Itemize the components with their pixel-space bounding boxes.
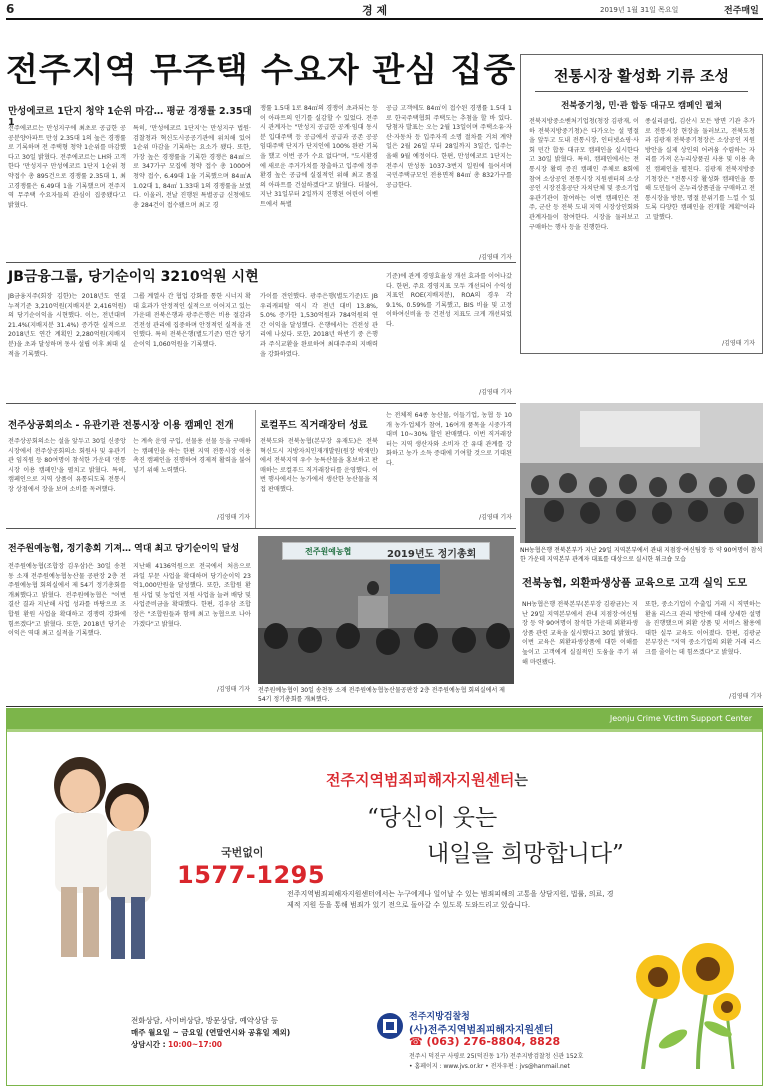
market-byline: /김영태 기자: [722, 340, 755, 347]
coop-headline: 전주원예농협, 정기총회 기져… 역대 최고 당기순이익 달성: [8, 544, 240, 554]
nh-col-2: 또한, 중소기업이 수출입 거래 시 직면하는 환율 리스크 관리 방안에 대해 상세한 설명을 진행했으며 외환 상품 및 서비스 활용에 대한 실무 교육도 이어졌다. 한편, 김광균 본부장은 "지역 중소기업의 외환 거래 리스크를 줄이는 데 힘쓰겠다"고 밝혔다.: [645, 601, 761, 656]
lead-headline: 전주지역 무주택 수요자 관심 집중: [6, 50, 517, 89]
lead-col-1: 전주에코르는 만성지구에 최초로 공급한 공공분양아파트 만성 2.35대 1의 높은 경쟁률로 기록하며 전 주택형 청약 1순위를 마감했다고 30일 밝혔다. 전주에코르는 LH와 고객한다 '만성지구 만성에코르 1단지 1순위 청약접수 총 895건으로 경쟁률 2.35대 1, 최고경쟁률은 6.49대 1을 기록했으며 전주지역 무주택 수요자들의 관심이 집중됐다'고 밝혔다.: [8, 125, 126, 209]
jb-col-1: JB금융지주(회장 김한)는 2018년도 연결 누적기준 3,210억원(지배지분 2,416억원)의 당기순이익을 시현했다. 이는, 전년대비 21.4%(지배지분 31.4%) 증가한 실적으로 2018년도 연간 계획인 2,280억원(지배지분)을 초과 달성하며 동사 설립 이후 최대 실적을 기록했다.: [8, 293, 126, 358]
ad-slogan-line-1: “당신이 웃는: [367, 805, 498, 831]
coop-col-2: 지난해 4136억원으로 전국에서 처음으로 과일 부문 사업을 확대하며 당기순이익 23억1,000만원을 달성했다. 또한, 조합원 환원 사업 및 농업인 지원 사업을 늘려 배당 및 사업준비금을 확대했다. 한편, 김우삼 조합장은 "조합원들과 함께 최고 농협으로 나아가겠다"고 밝혔다.: [133, 563, 251, 628]
market-subhead: 전북중기청, 민·관 합동 대규모 캠페인 펼쳐: [561, 101, 722, 111]
workshop-photo-caption: NH농협은행 전북본부가 지난 29일 지역본부에서 관내 지점장·여신팀장 등 약 90여명이 참석한 가운데 지역본부 관계자 대표를 대상으로 실시한 워크숍 모습: [520, 547, 763, 563]
masthead-rule: [6, 18, 763, 20]
sunflower-illustration: [603, 929, 753, 1069]
jb-headline: JB금융그룹, 당기순이익 3210억원 시현: [8, 269, 259, 285]
assembly-photo-illustration: [258, 536, 514, 684]
assembly-banner-title: 2019년도 정기총회: [387, 549, 477, 560]
ad-address: 전주시 덕진구 사평로 25(덕진동 1가) 전주지방검찰청 신관 152호: [409, 1053, 584, 1060]
nh-col-1: NH농협은행 전북본부(본부장 김광균)는 지난 29일 지역본부에서 관내 지점장·여신팀장 등 약 90여명이 참석한 가운데 외환파생상품 관련 교육을 실시했다고 30일 밝혔다. 이번 교육은 외환파생상품에 대한 이해를 높이고 고객에게 실질적인 도움을 주기 위해 마련됐다.: [522, 601, 638, 666]
chamber-headline: 전주상공회의소 - 유관기관 전통시장 이용 캠페인 전개: [8, 420, 234, 431]
workshop-photo-illustration: [520, 403, 763, 543]
paper-name: 전주매일: [724, 6, 759, 16]
rocket-byline: /김영태 기자: [479, 514, 512, 521]
coop-byline: /김영태 기자: [217, 686, 250, 693]
lead-byline: /김영태 기자: [479, 254, 512, 261]
nh-headline: 전북농협, 외환파생상품 교육으로 고객 실익 도모: [522, 577, 748, 589]
ad-center-suffix: 는: [514, 773, 528, 789]
section-name: 경 제: [362, 4, 388, 17]
chamber-col-1: 전주상공회의소는 설을 앞두고 30일 신중앙시장에서 전주상공회의소 회원사 및 유관기관 임직원 등 80여명이 참석한 가운데 '전통시장 이용 캠페인'을 펼치고 밝혔다. 특히, 캠페인으로 지역 상품이 유통되도록 전통시장 상점에서 장을 보며 소비를 독려했다.: [8, 438, 126, 493]
jb-col-2: 그룹 계열사 간 협업 강화를 통한 시너지 확대 효과가 안정적인 실적으로 이어지고 있는 가운데 전북은행과 광주은행은 비용 절감과 건전성 관리에 집중하며 안정적인 실적을 견인했다. 특히 전북은행(별도기준) 연간 당기순이익 1,060억원을 기록했다.: [133, 293, 251, 348]
page-number: 6: [6, 2, 15, 16]
coop-col-1: 전주원예농협(조합장 김우삼)은 30일 송천동 소재 전주원예농협농산물 공판장 2층 전주원예농협 회의실에서 제 54기 정기총회를 개최했다고 밝혔다. 전주원예농협은 "이번 결산 결과 지난해 사업 성과를 바탕으로 조합원 환원 사업을 확대하고 경쟁력 강화에 힘쓰겠다"고 밝혔다. 또한, 2018년 당기순이익은 역대 최고 실적을 기록했다.: [8, 563, 126, 638]
ad-org-line-2: (사)전주지역범죄피해자지원센터: [409, 1025, 554, 1036]
lead-col-2: 특히, '만성에코르 1단지'는 만성지구 법원·검찰청과 혁신도시공공기관에 위치해 있어 1순위 마감을 기록하는 요소가 됐다. 또한, 가장 높은 경쟁률을 기록한 경쟁은 84㎡으로 347가구 모집에 청약 접수 총 1000여 청약 접수, 6.49대 1을 기록했으며 84㎡A 1.02대 1, 84㎡ 1.33대 1의 경쟁률을 보였다. 이울러, 전날 진행된 특별공급 신청에도 총 284건이 접수됐으며 최고 경: [133, 125, 251, 209]
market-col-1: 전북지방중소벤처기업청(청장 김광재, 이하 전북지방중기청)은 다가오는 설 명절을 앞두고 도내 전통시장, 인터넷쇼핑·사회 민간 합동 대규모 캠페인을 실시한다고 30일 밝혔다. 특히, 캠페인에서는 전통시장 활력 증진 캠페인 주체로 8회에 참여 소상공인 전통시장 지원센터의 소상공인 시장진흥공단 자치단체 및 중소기업유관기관이 참여하는 이번 캠페인은 전주, 군산 등 전북 도내 지역 시장상인회와 관계자들이 참여한다. 시장을 둘러보고 구매하는 행사 등을 진행한다.: [529, 118, 639, 231]
service-hours: 매주 월요일 ~ 금요일 (연말연시와 공휴일 제외): [131, 1028, 291, 1037]
hotline-label: 국번없이: [221, 846, 264, 859]
ad-header-en: Jeonju Crime Victim Support Center: [609, 714, 752, 723]
assembly-photo: [258, 536, 514, 684]
ad-description: 전주지역범죄피해자지원센터에서는 누구에게나 일어날 수 있는 범죄피해의 고통을 상담지원, 법률, 의료, 경제적 지원 등을 통해 범죄가 있기 전으로 돌아갈 수 있도록 도와드리고 있습니다.: [287, 890, 614, 909]
ad-org-line-1: 전주지방검찰청: [409, 1012, 470, 1022]
chamber-byline: /김영태 기자: [217, 514, 250, 521]
workshop-photo: [520, 403, 763, 543]
lead-subhead: 만성에코르 1단지 청약 1순위 마감… 평균 경쟁률 2.35대 1: [8, 106, 252, 128]
market-col-2: 종실리클럽, 김산시 모든 방면 기관 추가로 전통시장 현장을 둘러보고, 전북도청과 김광재 전북중기청장은 소상공인 지원방안을 실제 상인의 어려움 수렴하는 자리를 가져 온누리상품권 사용 및 이용 촉진 캠페인을 펼친다. 김광재 전북지방중기청장은 "전통시장 활성화 캠페인을 통해 도민들이 온누리상품권을 구매하고 전통시장을 방문, 명절 분위기를 느낄 수 있도록 다양한 캠페인을 전개할 계획"이라고 말했다.: [645, 118, 755, 221]
ad-center-name: 전주지역범죄피해자지원센터: [326, 771, 515, 789]
children-illustration: [25, 747, 175, 967]
assembly-banner-brand: 전주원예농협: [305, 547, 352, 556]
service-time-label: 상담시간 :: [131, 1040, 166, 1049]
ad-header-underline: [7, 729, 762, 732]
nh-byline: /김영태 기자: [729, 693, 762, 700]
chamber-col-2: 는 계속 운영 구입, 선물용 선물 등을 구매하는 캠페인을 하는 한편 지역 전통시장 이용촉진 캠페인을 진행하여 경제적 활력을 불어넣기 위해 노력했다.: [133, 438, 251, 474]
ad-phone: ☎ (063) 276-8804, 8828: [409, 1035, 561, 1048]
ad-web: • 홈페이지 : www.jvs.or.kr • 전자우편 : jvs@hanmail.net: [409, 1063, 570, 1070]
jb-col-3: 가이를 견인했다. 광주은행(별도기준)도 JB우리캐피탈 역시 각 전년 대비 13.8%, 5.0% 증가한 1,530억원과 784억원의 연간 이익을 달성했다. 은행에서는 건전성 관리에 나섰다. 또한, 2018년 하반기 중 은행과 주식교환을 완료하여 최대주주의 지배력을 강화하였다.: [260, 293, 378, 358]
service-list: 전화상담, 사이버상담, 방문상담, 예약상담 등: [131, 1016, 279, 1025]
ad-header-strip: [7, 709, 762, 729]
rocket-col-2: 는 전체적 64종 농산물, 이들기업, 농협 등 10개 농가·업체가 참여, 16여개 품목을 시중가격 대비 10~30% 할인 판매했다. 이번 직거래장터는 지역 생산자와 소비자 간 유대 관계를 강화하고 농가 소득 증대에 기여할 것으로 기대된다.: [386, 412, 512, 467]
lead-col-3: 쟁률 1.5대 1로 84㎡의 경쟁이 초과되는 등 이 아파트의 인기를 실감할 수 있었다. 전주시 관계자는 "만성지 공급한 공계·임대 동시분 입대주택 등 공급에서 공급과 공존 공공임대주택 단지가 단지인에 100% 완판 기록을 했고 이번 공가 수요 없다"며, "도시환경에 새로운 주거가치를 창출하고 입주에 정주환경 높은 공급에 실질적인 위해 최고 품질의 아파트를 건설하겠다"고 밝혔다. 더불어, 지난 31일부터 2일까지 진행된 어린이 이벤트에서 특별: [260, 105, 378, 208]
masthead: [0, 0, 769, 20]
issue-date: 2019년 1월 31일 목요일: [600, 6, 679, 14]
rocket-headline: 로컬푸드 직거래장터 성료: [260, 420, 368, 431]
rule-under-jb: [6, 403, 516, 404]
rule-under-lead: [6, 262, 516, 263]
lead-col-4: 공급 고객에도 84㎡이 접수된 경쟁률 1.5대 1로 한국주택협회 주택도는 추첨을 할 바 있다. 당첨자 발표는 오는 2월 13일이며 주택소유·자산·자동차 등 입주자격 소명 절차를 거쳐 계약일은 2월 26일 부터 28일까지 3일간, 입주는 올해 9월 예정이다. 한편, 만성에코르 1단지는 전주시 만성동 1037-3번지 일원에 들어서며 국민주택규모인 전용면적 84㎡ 총 832가구를 공급한다.: [386, 105, 512, 189]
market-headline: 전통시장 활성화 기류 조성: [553, 67, 730, 85]
service-box: [131, 1015, 291, 1067]
ad-slogan-line-2: 내일을 희망합니다”: [427, 841, 624, 867]
rocket-col-1: 전북도와 전북농협(본부장 유재도)은 전북혁신도시 지방자치인재개발원(원장 박재민)에서 전북지역 우수 농특산물을 홍보하고 판매하는 로컬푸드 직거래장터를 운영했다. 이번 행사에서는 농가에서 생산한 농산물을 직접 판매했다.: [260, 438, 378, 493]
hotline-number: 1577-1295: [177, 861, 326, 889]
rule-under-chamber: [6, 528, 516, 529]
rule-chamber-rocket: [255, 410, 256, 528]
assembly-photo-caption: 전주원예농협이 30일 송천동 소재 전주원예농협농산물공판장 2층 전주원예농협 회의실에서 제 54기 정기총회를 개최했다.: [258, 687, 505, 703]
ad-title-line: [247, 769, 607, 790]
jb-byline: /김영태 기자: [479, 389, 512, 396]
market-headline-rule: [535, 91, 748, 92]
market-box: [520, 54, 763, 354]
rule-above-ad: [6, 706, 763, 707]
prosecutor-emblem-icon: [375, 1011, 405, 1041]
jb-col-4: 기준)에 관계 경영효율성 개선 효과를 이어나갔다. 한편, 주요 경영지표 모두 개선되어 수익성 지표인 ROE(지배지분), ROA의 경우 각 9.1%, 0.59%를 기록했고, BIS 비율 및 고정이하여신비율 등 건전성 지표도 크게 개선되었다.: [386, 273, 512, 328]
ad-box: [6, 708, 763, 1086]
service-time-value: 10:00~17:00: [167, 1040, 223, 1049]
